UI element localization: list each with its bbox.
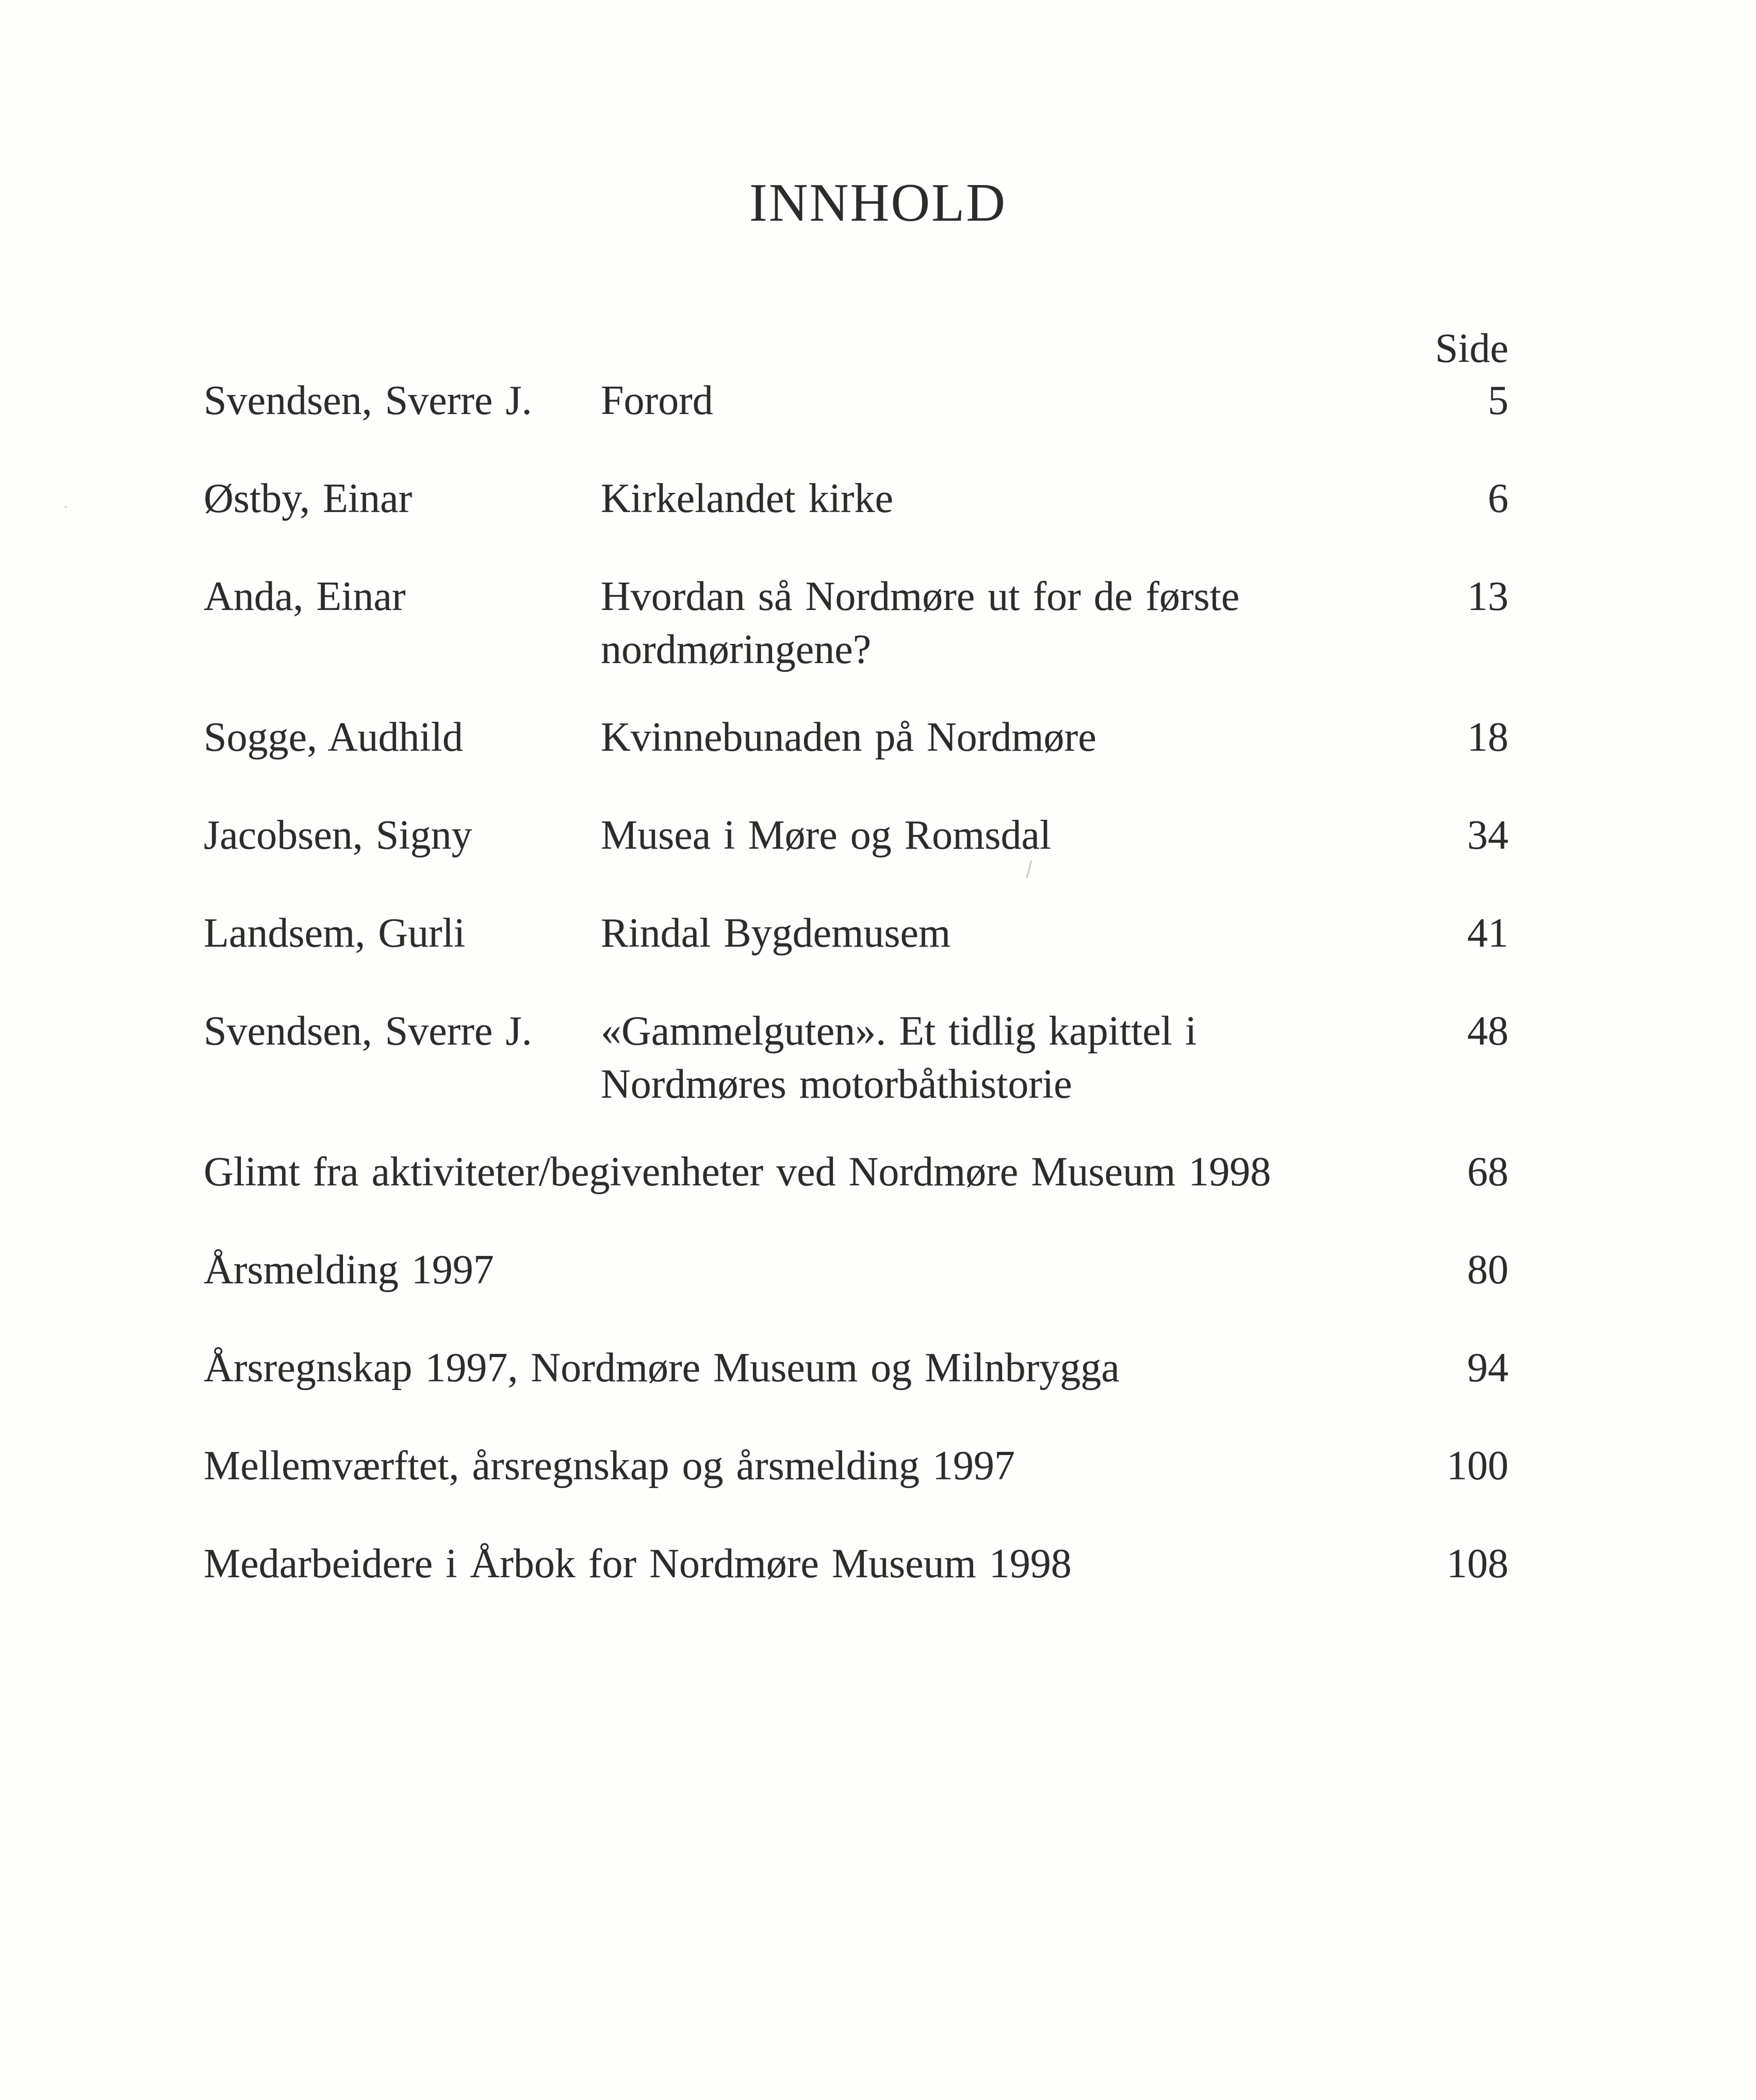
toc-entry-row xyxy=(204,907,1508,960)
entry-title xyxy=(601,907,1421,960)
entry-title-line: Nordmøres motorbåthistorie xyxy=(601,1062,1072,1107)
toc-entry-row xyxy=(204,570,1508,676)
entry-title xyxy=(601,570,1421,676)
section-page-number: 100 xyxy=(1447,1443,1508,1489)
entry-author: Jacobsen, Signy xyxy=(204,813,472,858)
entry-title-line: Kirkelandet kirke xyxy=(601,476,893,521)
entry-page-number: 5 xyxy=(1488,378,1508,423)
toc-section-row xyxy=(204,1244,1508,1297)
entry-page-number: 18 xyxy=(1467,715,1508,760)
toc-section-row xyxy=(204,1537,1508,1591)
section-page-number: 68 xyxy=(1467,1149,1508,1195)
toc-section-row xyxy=(204,1440,1508,1493)
entry-page-number: 48 xyxy=(1467,1008,1508,1054)
entry-title xyxy=(601,809,1421,862)
toc-entry-row xyxy=(204,1005,1508,1111)
section-page-number: 108 xyxy=(1447,1541,1508,1586)
entry-title xyxy=(601,374,1421,427)
toc-entry-row xyxy=(204,374,1508,427)
entry-page-number: 41 xyxy=(1467,911,1508,956)
entry-author: Svendsen, Sverre J. xyxy=(204,1008,532,1054)
entry-author: Sogge, Audhild xyxy=(204,715,463,760)
entry-title-line: Musea i Møre og Romsdal xyxy=(601,813,1052,858)
section-page-number: 94 xyxy=(1467,1345,1508,1391)
entry-title-line: nordmøringene? xyxy=(601,627,872,672)
entry-title xyxy=(601,711,1421,764)
page-title: INNHOLD xyxy=(749,172,1007,233)
toc-entry-row xyxy=(204,809,1508,862)
section-title: Medarbeidere i Årbok for Nordmøre Museum 1998 xyxy=(204,1541,1072,1586)
entry-title-line: Hvordan så Nordmøre ut for de første xyxy=(601,574,1240,619)
toc-entry-row xyxy=(204,711,1508,764)
toc-entry-row xyxy=(204,472,1508,525)
entry-title xyxy=(601,1005,1421,1111)
toc-content xyxy=(204,323,1508,1591)
toc-section-row xyxy=(204,1146,1508,1199)
page-column-header: Side xyxy=(1435,326,1508,371)
section-title: Glimt fra aktiviteter/begivenheter ved Nordmøre Museum 1998 xyxy=(204,1149,1271,1195)
entry-title-line: Rindal Bygdemusem xyxy=(601,911,951,956)
scan-artifact-dot xyxy=(64,506,67,508)
entry-author: Anda, Einar xyxy=(204,574,406,619)
entry-author: Svendsen, Sverre J. xyxy=(204,378,532,423)
entry-title-line: «Gammelguten». Et tidlig kapittel i xyxy=(601,1008,1197,1054)
entry-author: Østby, Einar xyxy=(204,476,413,521)
entry-page-number: 6 xyxy=(1488,476,1508,521)
toc-section-row xyxy=(204,1342,1508,1395)
entry-title-line: Forord xyxy=(601,378,713,423)
entry-author: Landsem, Gurli xyxy=(204,911,466,956)
entry-title xyxy=(601,472,1421,525)
section-title: Mellemværftet, årsregnskap og årsmelding 1997 xyxy=(204,1443,1015,1489)
section-page-number: 80 xyxy=(1467,1247,1508,1293)
entry-page-number: 13 xyxy=(1467,574,1508,619)
section-title: Årsmelding 1997 xyxy=(204,1247,494,1293)
entry-title-line: Kvinnebunaden på Nordmøre xyxy=(601,715,1096,760)
section-title: Årsregnskap 1997, Nordmøre Museum og Milnbrygga xyxy=(204,1345,1120,1391)
entry-page-number: 34 xyxy=(1467,813,1508,858)
